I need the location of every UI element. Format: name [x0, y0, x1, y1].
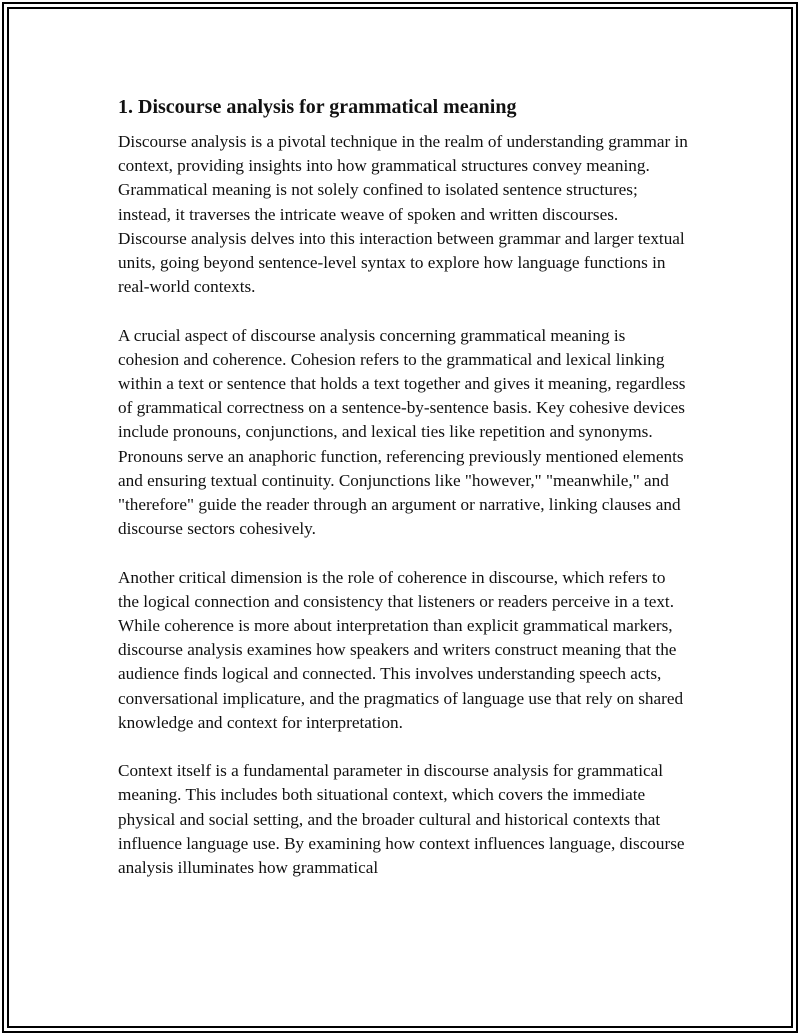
paragraph-3: Another critical dimension is the role of coherence in discourse, which refers to the logical connection and consistency that listeners or readers perceive in a text. While coherence is more about interpretation than explicit grammatical markers, discourse analysis examines how speakers and writers construct meaning that the audience finds logical and connected. This involves understanding speech acts, conversational implicature, and the pragmatics of language use that rely on shared knowledge and context for interpretation. — [118, 567, 684, 732]
paragraph-4: Context itself is a fundamental parameter in discourse analysis for grammatical meaning. This includes both situational context, which covers the immediate physical and social setting, and the broader cultural and historical contexts that influence language use. By examining how context influences language, discourse analysis illuminates how grammatical — [118, 761, 685, 878]
paragraph-2: A crucial aspect of discourse analysis concerning grammatical meaning is cohesion and coherence. Cohesion refers to the grammatical and lexical linking within a text or sentence that holds a text together and gives it meaning, regardless of grammatical correctness on a sentence-by-sentence basis. Key cohesive devices include pronouns, conjunctions, and lexical ties like repetition and synonyms. Pronouns serve an anaphoric function, referencing previously mentioned elements and ensuring textual continuity. Conjunctions like "however," "meanwhile," and "therefore" guide the reader through an argument or narrative, linking clauses and discourse sectors cohesively. — [118, 325, 686, 539]
section-title: 1. Discourse analysis for grammatical meaning — [118, 96, 517, 118]
document-body — [118, 93, 688, 904]
paragraph-1: Discourse analysis is a pivotal technique in the realm of understanding grammar in context, providing insights into how grammatical structures convey meaning. Grammatical meaning is not solely confined to isolated sentence structures; instead, it traverses the intricate weave of spoken and written discourses. Discourse analysis delves into this interaction between grammar and larger textual units, going beyond sentence-level syntax to explore how language functions in real-world contexts. — [118, 132, 688, 297]
